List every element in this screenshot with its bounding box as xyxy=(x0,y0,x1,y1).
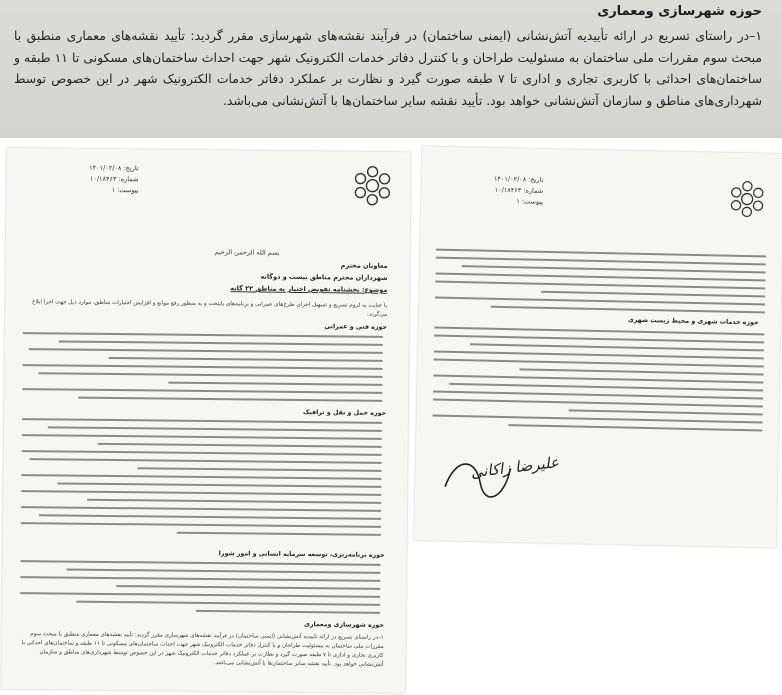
right-document-page xyxy=(414,146,782,547)
greeting: معاونان محترم xyxy=(340,261,388,270)
section-heading: حوزه شهرسازی ومعماری xyxy=(597,4,762,19)
section-heading-city-services: حوزه خدمات شهری و محیط زیست شهری xyxy=(627,316,759,327)
signature: علیرضا زاکانی xyxy=(469,453,560,482)
letter-attachment: پیوست: ۱ xyxy=(516,197,544,206)
left-document-page xyxy=(1,148,411,693)
letter-number: شماره: ۱۰/۱۸۴۶۳ xyxy=(89,174,139,184)
illegible-body-lines xyxy=(16,330,387,624)
tehran-municipality-logo-icon xyxy=(348,161,397,210)
section-heading-traffic: حوزه حمل و نقل و ترافیک xyxy=(302,409,387,417)
letter-attachment: پیوست: ۱ xyxy=(111,185,139,195)
top-scan-excerpt xyxy=(0,0,782,138)
letter-date: تاریخ: ۱۴۰۱/۰۲/۰۸ xyxy=(493,174,544,184)
tehran-municipality-logo-icon xyxy=(725,177,770,222)
section-heading-planning: حوزه برنامه‌ریزی، توسعه سرمایه انسانی و امور شورا xyxy=(218,550,385,559)
intro-paragraph: با عنایت به لزوم تسریع و تسهیل اجرای طرح‌های عمرانی و برنامه‌های پایتخت و به منظور رفع موانع و افزایش اختیارات مناطق، موارد ذیل جهت اجرا ابلاغ می‌گردد: xyxy=(32,299,388,318)
urban-item-paragraph: ۱–در راستای تسریع در ارائه تأییدیه آتش‌نشانی (ایمنی ساختمان) در فرآیند نقشه‌های شهرسازی مقرر گردید: تأیید نقشه‌های معماری منطبق با مبحث سوم مقررات ملی ساختمان به مسئولیت طراحان و با کنترل دفاتر خدمات الکترونیک شهر جهت احداث ساختمان‌های مسکونی تا ۱۱ طبقه و ساختمان‌های احداثی با کاربری تجاری و اداری تا ۷ طبقه صورت گیرد و نظارت بر عملکرد دفاتر خدمات الکترونیک شهر در این خصوص توسط شهرداری‌های مناطق و سازمان آتش‌نشانی خواهد بود. تأیید نقشه سایر ساختمان‌ها با آتش‌نشانی می‌باشد. xyxy=(21,631,384,668)
section-heading-technical: حوزه فنی و عمرانی xyxy=(324,323,388,331)
addressees: شهرداران محترم مناطق بیست و دوگانه xyxy=(260,272,388,282)
illegible-body-lines xyxy=(428,246,772,453)
section-heading-urban: حوزه شهرسازی ومعماری xyxy=(304,621,384,629)
letter-number: شماره: ۱۰/۱۸۴۶۳ xyxy=(494,185,544,195)
bismillah: بسم الله الرحمن الرحیم xyxy=(214,248,280,257)
subject: موضوع: بخشنامه تفویض اختیار به مناطق ۲۲ گانه xyxy=(230,284,388,294)
section-paragraph: ۱–در راستای تسریع در ارائه تأییدیه آتش‌نشانی (ایمنی ساختمان) در فرآیند نقشه‌های شهرسازی مقرر گردید: تأیید نقشه‌های معماری منطبق با مبحث سوم مقررات ملی ساختمان به مسئولیت طراحان و با کنترل دفاتر خدمات الکترونیک شهر جهت احداث ساختمان‌های مسکونی تا ۱۱ طبقه و ساختمان‌های احداثی با کاربری تجاری و اداری تا ۷ طبقه صورت گیرد و نظارت بر عملکرد دفاتر خدمات الکترونیک شهر در این خصوص توسط شهرداری‌های مناطق و سازمان آتش‌نشانی خواهد بود. تأیید نقشه سایر ساختمان‌ها با آتش‌نشانی می‌باشد. xyxy=(14,28,762,108)
signature-scribble xyxy=(435,447,516,509)
letter-date: تاریخ: ۱۴۰۱/۰۲/۰۸ xyxy=(89,163,139,173)
